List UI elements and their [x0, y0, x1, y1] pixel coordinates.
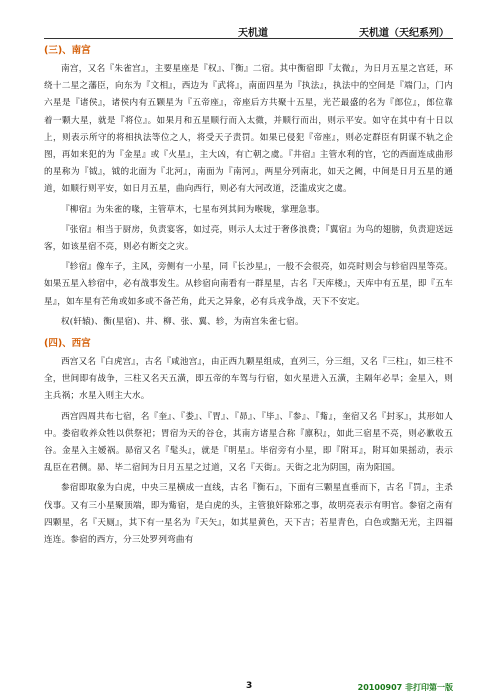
page-header: [44, 22, 453, 39]
header-left-title: 天机道: [238, 28, 268, 39]
section-heading-south: (三)、南宫: [44, 45, 91, 56]
paragraph: 权(轩辕)、衡(星宿)、井、柳、张、翼、轸，为南宫朱雀七宿。: [61, 316, 304, 327]
page-number: 3: [246, 681, 253, 691]
header-right-title: 天机道（天纪系列）: [359, 28, 449, 39]
section-heading-west: (四)、西宫: [44, 338, 91, 350]
paragraph: 参宿即取象为白虎，中央三星横成一直线，古名『衡石』，下面有三颗星直垂而下，古名『罚』，主杀伐事。又有三小星聚顶端，即为觜宿，是白虎的头，主管狼奸除邪之事，故明亮表示有明官。参宿之南有四颗星，名『天厕』，其下有一星名为『天矢』，如其星黄色，天下吉；若星青色，白色或黯无光，主四福连连。参宿的西方，分三处罗列弯曲有: [44, 483, 453, 546]
paragraph: 『轸宿』像车子，主风，旁侧有一小星，同『长沙星』，一般不会很亮，如亮时则会与轸宿四星等亮。如果五星入轸宿中，必有战事发生。从轸宿向南看有一群星星，古名『天库楼』，天库中有五星，即『五车星』，如车星有芒角或如多或不备芒角，此天之异象，必有兵戎争战，天下不安定。: [44, 262, 454, 307]
version-label: 20100907 非打印第一版: [357, 683, 453, 692]
paragraph: 『柳宿』为朱雀的喙，主管草木，七星布列其间为喉咙，掌理急事。: [61, 204, 325, 215]
paragraph: 西宫又名『白虎宫』，古名『咸池宫』，由正西九颗星组成，直列三，分三组，又名『三柱』，如三柱不全，世间即有战争，三柱又名天五潢，即五帝的车驾与行宿，如火星进入五潢，主隔年必旱；金星入，则主兵祸；水星入则主大水。: [44, 357, 453, 402]
page-footer: [44, 681, 453, 693]
paragraph: 西宫四周共布七宿，名『奎』、『娄』、『胃』、『昴』、『毕』、『参』、『觜』，奎宿又名『封豕』，其形如人中。娄宿收养众牲以供祭祀；胃宿为天的谷仓，其南方诸星合称『廪积』，如此三宿星不亮，则必歉收五谷。金星入主嫒祸。昴宿又名『髦头』，就是『明星』。毕宿旁有小星，即『附耳』，附耳如果摇动，表示乱臣在君侧。昴、毕二宿间为日月五星之过道，又名『天街』。天街之北为阴国，南为阳国。: [44, 411, 453, 474]
document-body: [44, 40, 453, 549]
paragraph: 『张宿』相当于厨房，负责宴客，如过亮，则示人太过于奢侈浪费；『翼宿』为鸟的翅膀，负责迎送远客，如该星宿不亮，则必有断交之灾。: [44, 224, 453, 253]
paragraph: 南宫，又名『朱雀宫』，主要星座是『权』、『衡』二宿。其中衡宿即『太微』，为日月五星之宫廷，环绕十二星之藩臣，向东为『文相』，西边为『武将』，南面四星为『执法』，执法中的空间是『端门』，门内六星是『诸侯』，诸侯内有五颗星为『五帝座』，帝座后方共聚十五星，光芒最盛的名为『郎位』，郎位靠着一颗大星，就是『将位』。如果月和五星顺行而入太微，并顺行而出，则示平安。如守在其中有十日以上，则表示所守的将相执法等位之人，将受天子责罚。如果已侵犯『帝座』，则必定群臣有阴谋不轨之企图，再如来犯的为『金星』或『火星』，主大凶，有亡朝之虞。『井宿』主管水利的官，它的西面连成曲形的星称为『钺』，钺的北面为『北河』，南面为『南河』，两星分列南北，如天之阙，中间是日月五星的通道，如顺行则平安，如日月五星，曲向西行，则必有大河改道，泛滥成灾之虞。: [44, 64, 453, 195]
